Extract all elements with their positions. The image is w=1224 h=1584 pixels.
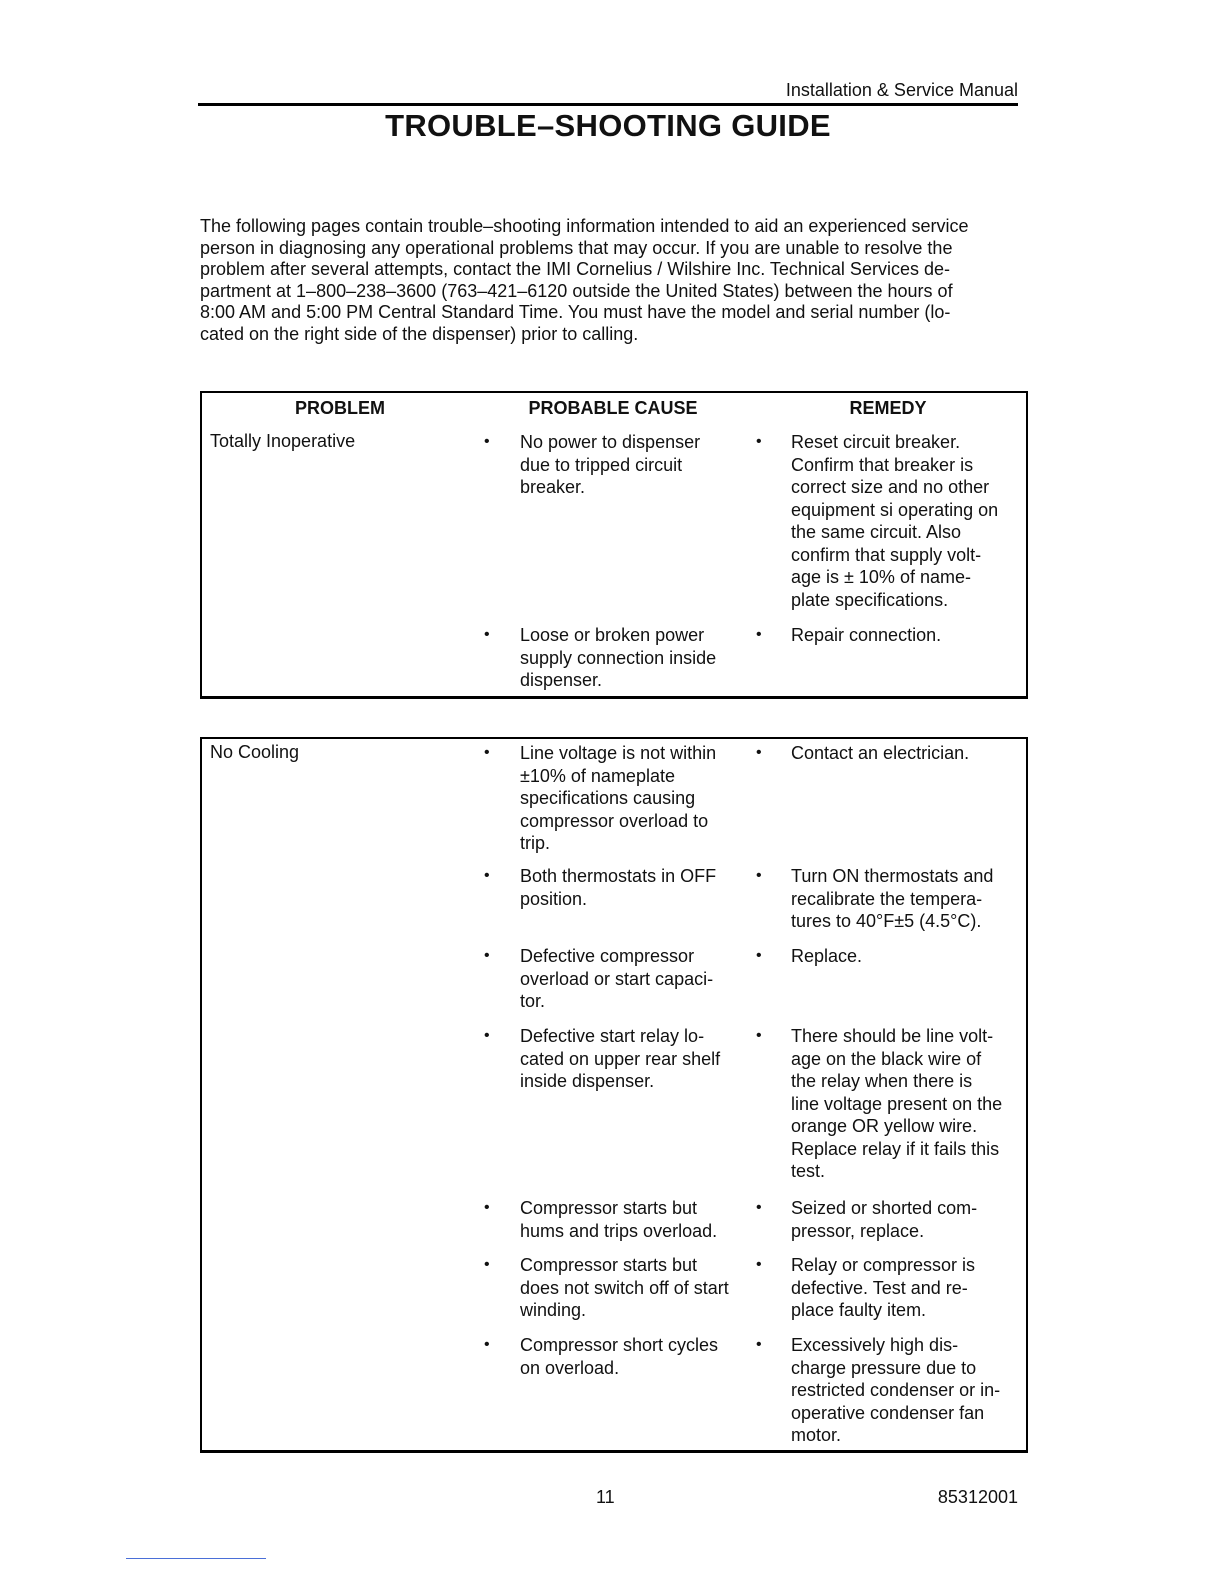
remedy-line: plate specifications. (791, 589, 949, 610)
remedy-line: Reset circuit breaker. (791, 432, 961, 452)
bullet-icon: • (756, 1199, 762, 1216)
cause-line: due to tripped circuit (520, 454, 683, 475)
bullet-icon: • (484, 744, 490, 761)
remedy-line: restricted condenser or in- (791, 1380, 1001, 1400)
cause-line: cated on upper rear shelf (520, 1048, 721, 1069)
remedy-line: the same circuit. Also (791, 522, 962, 542)
cause-line: compressor overload to (520, 810, 709, 831)
cause-line: Loose or broken power (520, 625, 705, 645)
cause-line: winding. (520, 1300, 587, 1320)
cause-line: No power to dispenser (520, 432, 701, 452)
problem-label: No Cooling (210, 742, 300, 762)
remedy-line: Confirm that breaker is (791, 454, 974, 475)
bullet-icon: • (484, 1199, 490, 1216)
cause-cell (520, 865, 750, 910)
remedy-cell (791, 865, 1023, 933)
cause-line: breaker. (520, 477, 586, 497)
bullet-icon: • (756, 1256, 762, 1273)
cause-line: tor. (520, 991, 546, 1011)
remedy-line: Replace. (791, 946, 863, 966)
remedy-line: Relay or compressor is (791, 1255, 976, 1275)
cause-line: Defective start relay lo- (520, 1026, 705, 1046)
cause-line: specifications causing (520, 788, 696, 808)
intro-line: 8:00 AM and 5:00 PM Central Standard Time. You must have the model and serial number (lo- (200, 302, 951, 322)
cause-line: Compressor short cycles (520, 1335, 719, 1355)
remedy-line: equipment si operating on (791, 499, 999, 520)
cause-cell (520, 1334, 750, 1379)
remedy-line: age on the black wire of (791, 1048, 982, 1069)
bullet-icon: • (756, 1027, 762, 1044)
remedy-line: line voltage present on the (791, 1093, 1003, 1114)
cause-line: supply connection inside (520, 647, 717, 668)
remedy-line: Replace relay if it fails this (791, 1138, 1000, 1159)
intro-line: cated on the right side of the dispenser) prior to calling. (200, 323, 639, 344)
bullet-icon: • (484, 947, 490, 964)
cause-line: overload or start capaci- (520, 968, 714, 989)
bullet-icon: • (484, 433, 490, 450)
bullet-icon: • (484, 1256, 490, 1273)
cause-cell (520, 742, 750, 855)
cause-line: inside dispenser. (520, 1071, 655, 1091)
remedy-cell (791, 742, 1023, 765)
remedy-line: place faulty item. (791, 1300, 927, 1320)
cause-line: Compressor starts but (520, 1198, 698, 1218)
remedy-line: test. (791, 1161, 826, 1181)
running-header: Installation & Service Manual (198, 80, 1018, 106)
page-number: 11 (596, 1487, 615, 1507)
bullet-icon: • (756, 867, 762, 884)
remedy-line: age is ± 10% of name- (791, 567, 971, 587)
cause-cell (520, 431, 750, 499)
remedy-line: operative condenser fan (791, 1402, 985, 1423)
remedy-line: Contact an electrician. (791, 743, 970, 763)
bullet-icon: • (756, 744, 762, 761)
remedy-line: tures to 40°F±5 (4.5°C). (791, 911, 982, 931)
troubleshooting-table-section-1 (200, 391, 1028, 699)
cause-line: hums and trips overload. (520, 1220, 718, 1241)
cause-cell (520, 624, 750, 692)
remedy-cell (791, 1254, 1023, 1322)
bullet-icon: • (484, 1336, 490, 1353)
intro-line: problem after several attempts, contact the IMI Cornelius / Wilshire Inc. Technical Services de- (200, 259, 950, 279)
cause-line: Defective compressor (520, 946, 695, 966)
cause-cell (520, 1254, 750, 1322)
document-number: 85312001 (937, 1487, 1018, 1507)
cause-cell (520, 1197, 750, 1242)
remedy-line: orange OR yellow wire. (791, 1116, 978, 1136)
cause-line: does not switch off of start (520, 1277, 729, 1298)
remedy-line: Repair connection. (791, 625, 942, 645)
bullet-icon: • (484, 1027, 490, 1044)
remedy-line: charge pressure due to (791, 1357, 977, 1378)
remedy-line: There should be line volt- (791, 1026, 994, 1046)
remedy-line: Excessively high dis- (791, 1335, 959, 1355)
header-probable-cause: PROBABLE CAUSE (528, 398, 698, 418)
cause-cell (520, 1025, 750, 1093)
remedy-line: defective. Test and re- (791, 1277, 968, 1298)
remedy-cell (791, 945, 1023, 968)
problem-label: Totally Inoperative (210, 431, 356, 451)
remedy-line: correct size and no other (791, 477, 990, 497)
cause-line: Compressor starts but (520, 1255, 698, 1275)
bullet-icon: • (756, 626, 762, 643)
scan-artifact-line (126, 1558, 266, 1559)
cause-cell (520, 945, 750, 1013)
intro-line: The following pages contain trouble–shooting information intended to aid an experienced service (200, 216, 969, 236)
remedy-line: the relay when there is (791, 1071, 973, 1091)
cause-line: Line voltage is not within (520, 743, 717, 763)
bullet-icon: • (756, 433, 762, 450)
remedy-line: recalibrate the tempera- (791, 888, 983, 909)
cause-line: Both thermostats in OFF (520, 866, 717, 886)
remedy-cell (791, 431, 1023, 611)
cause-line: trip. (520, 833, 551, 853)
cause-line: ±10% of nameplate (520, 765, 675, 786)
troubleshooting-table-section-2 (200, 737, 1028, 1453)
remedy-cell (791, 624, 1023, 647)
header-remedy: REMEDY (849, 398, 927, 418)
header-problem: PROBLEM (295, 398, 385, 418)
remedy-cell (791, 1197, 1023, 1242)
cause-line: on overload. (520, 1357, 620, 1378)
remedy-line: pressor, replace. (791, 1220, 925, 1241)
remedy-line: confirm that supply volt- (791, 544, 982, 565)
intro-line: person in diagnosing any operational problems that may occur. If you are unable to resolve the (200, 237, 953, 258)
bullet-icon: • (756, 1336, 762, 1353)
remedy-cell (791, 1025, 1023, 1183)
intro-paragraph (200, 216, 1020, 345)
intro-line: partment at 1–800–238–3600 (763–421–6120 outside the United States) between the hours of (200, 280, 953, 301)
page-title: TROUBLE–SHOOTING GUIDE (385, 108, 831, 143)
bullet-icon: • (756, 947, 762, 964)
bullet-icon: • (484, 626, 490, 643)
remedy-line: Turn ON thermostats and (791, 866, 994, 886)
remedy-cell (791, 1334, 1023, 1447)
remedy-line: motor. (791, 1425, 842, 1445)
remedy-line: Seized or shorted com- (791, 1198, 978, 1218)
cause-line: dispenser. (520, 670, 603, 690)
cause-line: position. (520, 888, 588, 909)
bullet-icon: • (484, 867, 490, 884)
